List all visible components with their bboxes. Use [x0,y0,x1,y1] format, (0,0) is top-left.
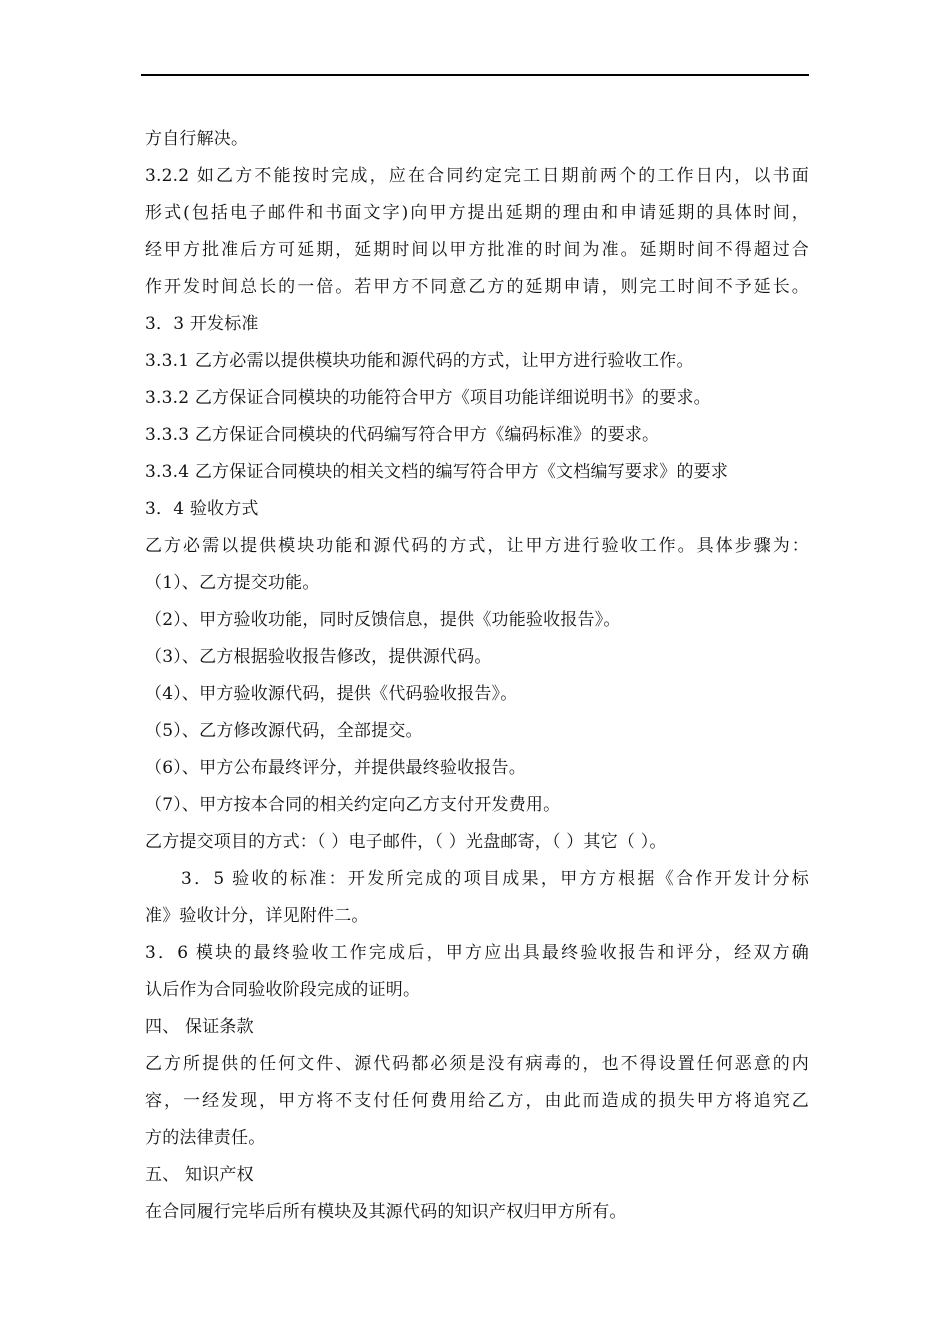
section-heading-5: 五、 知识产权 [145,1165,254,1185]
clause-3-5-line-2: 准》验收计分，详见附件二。 [145,906,369,926]
step-item: （2）、甲方验收功能，同时反馈信息，提供《功能验收报告》。 [145,610,621,630]
warranty-line-2: 容，一经发现，甲方将不支付任何费用给乙方，由此而造成的损失甲方将追究乙 [145,1091,809,1111]
clause-3-3-2: 3.3.2 乙方保证合同模块的功能符合甲方《项目功能详细说明书》的要求。 [145,388,711,408]
warranty-line-3: 方的法律责任。 [145,1128,266,1148]
clause-3-3-1: 3.3.1 乙方必需以提供模块功能和源代码的方式，让甲方进行验收工作。 [145,351,694,371]
document-body [145,121,809,1231]
clause-3-2-2-line-2: 形式(包括电子邮件和书面文字)向甲方提出延期的理由和申请延期的具体时间， [145,203,809,223]
step-item: （4）、甲方验收源代码，提供《代码验收报告》。 [145,684,518,704]
section-heading-3-3: 3．3 开发标准 [145,314,259,334]
clause-3-3-4: 3.3.4 乙方保证合同模块的相关文档的编写符合甲方《文档编写要求》的要求 [145,462,729,482]
step-item: （7）、甲方按本合同的相关约定向乙方支付开发费用。 [145,795,561,815]
clause-3-6-line-2: 认后作为合同验收阶段完成的证明。 [145,980,421,1000]
submission-method-line: 乙方提交项目的方式：（ ）电子邮件，（ ）光盘邮寄，（ ）其它（ ）。 [145,832,667,852]
step-item: （6）、甲方公布最终评分，并提供最终验收报告。 [145,758,526,778]
header-rule [141,74,809,76]
warranty-line-1: 乙方所提供的任何文件、源代码都必须是没有病毒的，也不得设置任何恶意的内 [145,1054,809,1074]
step-item: （3）、乙方根据验收报告修改，提供源代码。 [145,647,492,667]
clause-3-4-intro: 乙方必需以提供模块功能和源代码的方式，让甲方进行验收工作。具体步骤为： [145,536,809,556]
clause-3-2-2-line-4: 作开发时间总长的一倍。若甲方不同意乙方的延期申请，则完工时间不予延长。 [145,277,809,297]
ip-clause-line: 在合同履行完毕后所有模块及其源代码的知识产权归甲方所有。 [145,1202,627,1222]
clause-3-6-line-1: 3．6 模块的最终验收工作完成后，甲方应出具最终验收报告和评分，经双方确 [145,943,809,963]
section-heading-3-4: 3．4 验收方式 [145,499,259,519]
body-line: 方自行解决。 [145,129,249,149]
step-item: （1）、乙方提交功能。 [145,573,320,593]
section-heading-4: 四、 保证条款 [145,1017,254,1037]
clause-3-5-line-1: 3．5 验收的标准：开发所完成的项目成果，甲方方根据《合作开发计分标 [181,869,809,889]
clause-3-2-2-line-1: 3.2.2 如乙方不能按时完成，应在合同约定完工日期前两个的工作日内，以书面 [145,166,809,186]
clause-3-2-2-line-3: 经甲方批准后方可延期，延期时间以甲方批准的时间为准。延期时间不得超过合 [145,240,809,260]
step-item: （5）、乙方修改源代码，全部提交。 [145,721,423,741]
clause-3-3-3: 3.3.3 乙方保证合同模块的代码编写符合甲方《编码标准》的要求。 [145,425,660,445]
